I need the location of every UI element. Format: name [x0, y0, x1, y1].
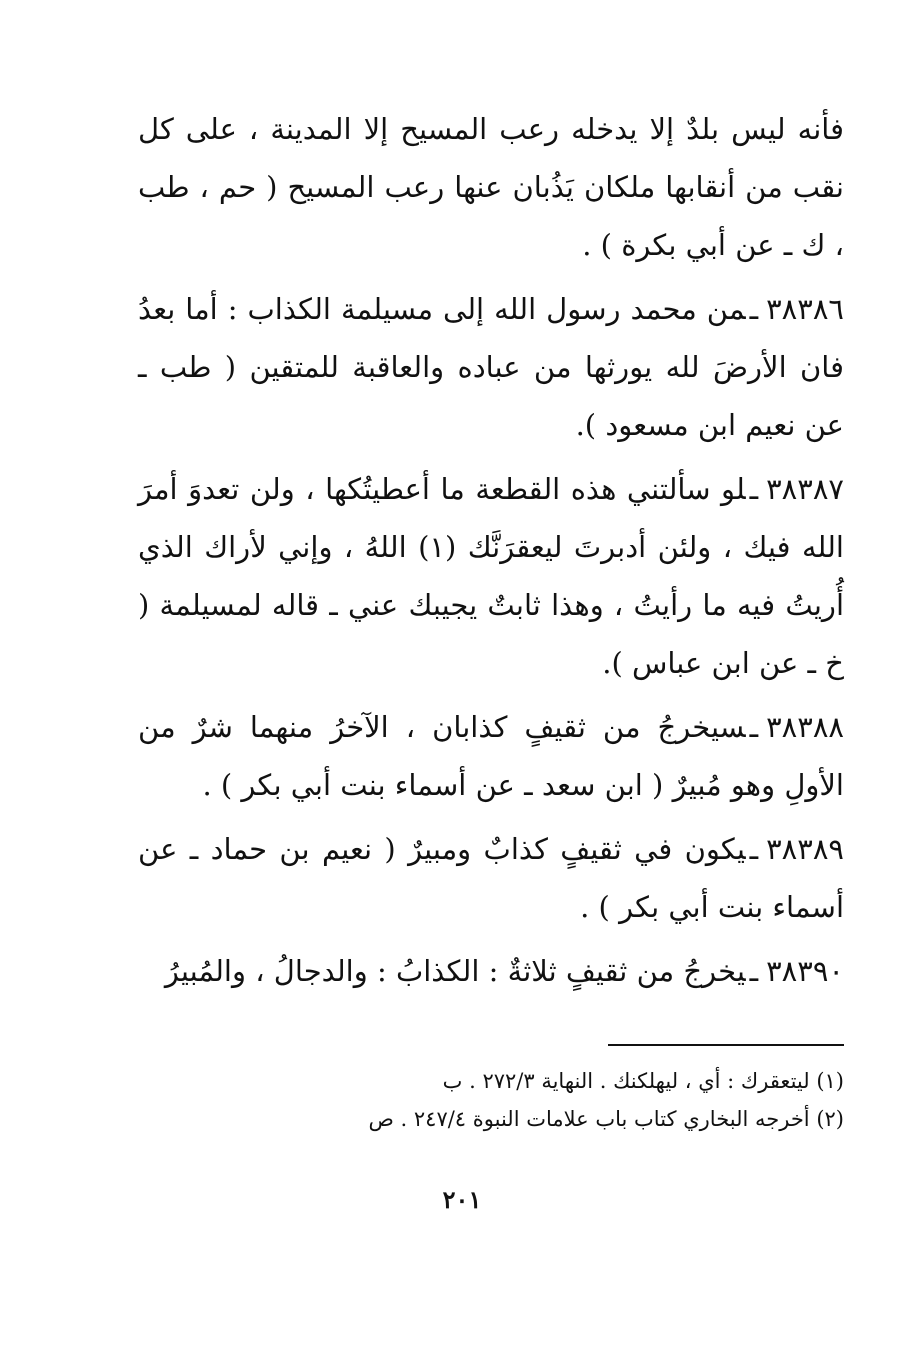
dash: ـ	[749, 292, 759, 326]
paragraph-text: يخرجُ من ثقيفٍ ثلاثةٌ : الكذابُ : والدجالُ ، والمُبيرُ	[164, 954, 746, 988]
hadith-38386	[138, 280, 844, 454]
paragraph-text: سيخرجُ من ثقيفٍ كذابان ، الآخرُ منهما شرٌ من الأولِ وهو مُبيرٌ ( ابن سعد ـ عن أسماء بنت أبي بكر ) .	[138, 710, 844, 802]
footnotes	[260, 1062, 844, 1138]
hadith-38388	[138, 698, 844, 814]
dash: ـ	[749, 472, 759, 506]
footnote-divider	[608, 1044, 844, 1046]
hadith-number: ٣٨٣٨٨	[766, 710, 844, 744]
dash: ـ	[749, 832, 759, 866]
footnote-1: (١) ليتعقرك : أي ، ليهلكنك . النهاية ٢٧٢/٣ . ب	[442, 1069, 844, 1093]
hadith-number: ٣٨٣٨٦	[766, 292, 844, 326]
paragraph-text: من محمد رسول الله إلى مسيلمة الكذاب : أما بعدُ فان الأرضَ لله يورثها من عباده والعاقبة للمتقين ( طب ـ عن نعيم ابن مسعود ).	[138, 292, 844, 442]
main-text	[138, 100, 844, 1006]
hadith-number: ٣٨٣٨٩	[766, 832, 844, 866]
page-number: ٢٠١	[442, 1185, 482, 1214]
hadith-number: ٣٨٣٨٧	[766, 472, 844, 506]
dash: ـ	[749, 954, 759, 988]
paragraph-text: فأنه ليس بلدٌ إلا يدخله رعب المسيح إلا المدينة ، على كل نقب من أنقابها ملكان يَذُبان عنها رعب المسيح ( حم ، طب ، ك ـ عن أبي بكرة ) .	[138, 112, 844, 262]
footnote-2: (٢) أخرجه البخاري كتاب باب علامات النبوة ٢٤٧/٤ . ص	[368, 1107, 844, 1131]
hadith-38387	[138, 460, 844, 692]
paragraph-continuation	[138, 100, 844, 274]
paragraph-text: يكون في ثقيفٍ كذابٌ ومبيرٌ ( نعيم بن حماد ـ عن أسماء بنت أبي بكر ) .	[138, 832, 844, 924]
paragraph-text: لو سألتني هذه القطعة ما أعطيتُكها ، ولن تعدوَ أمرَ الله فيك ، ولئن أدبرتَ ليعقرَنَّك (١) اللهُ ، وإني لأراك الذي أُريتُ فيه ما رأيتُ ، وهذا ثابتٌ يجيبك عني ـ قاله لمسيلمة ( خ ـ عن ابن عباس ).	[138, 472, 844, 680]
hadith-38389	[138, 820, 844, 936]
hadith-38390	[138, 942, 844, 1000]
dash: ـ	[749, 710, 759, 744]
hadith-number: ٣٨٣٩٠	[766, 954, 844, 988]
